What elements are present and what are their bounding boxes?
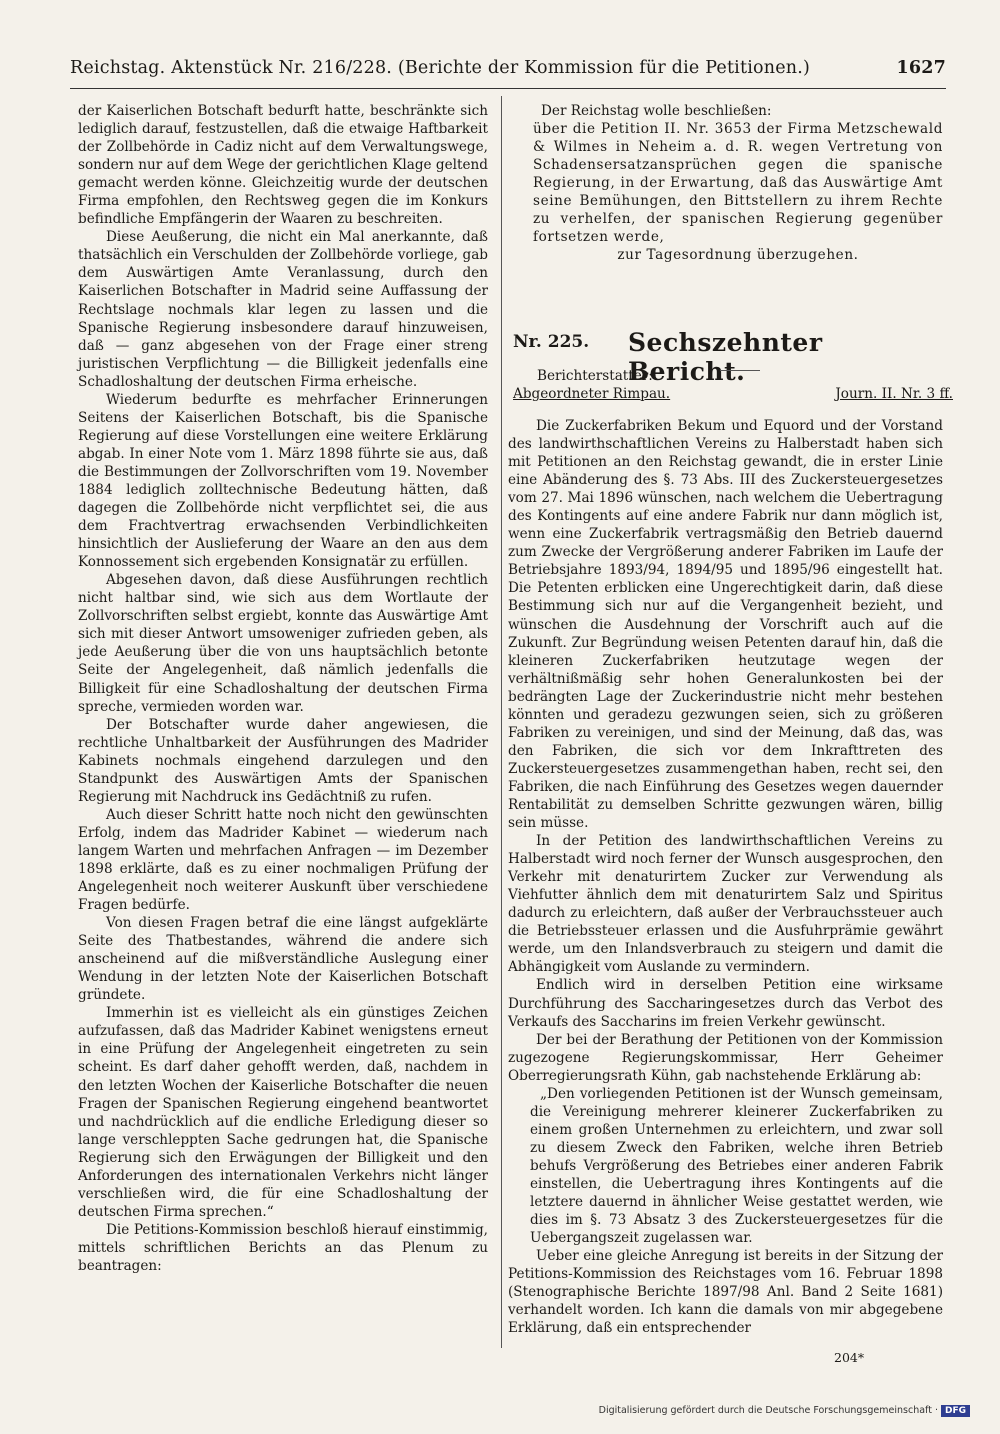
header-page-number: 1627 [896, 58, 946, 78]
paragraph: In der Petition des landwirthschaftlichen Vereins zu Halberstadt wird noch ferner der Wunsch ausgesprochen, den Verkehr mit denaturirtem Zucker zur Verwendung als Viehfutter ähnlich dem mit denaturirtem Salz und Spiritus dadurch zu erleichtern, daß außer der Verbrauchssteuer auch die Betriebssteuer erlassen und die Ausfuhrprämie gewährt werde, um den Inlandsverbrauch zu steigern und damit die Abhängigkeit vom Auslande zu vermindern. [508, 833, 943, 976]
paragraph: Die Zuckerfabriken Bekum und Equord und der Vorstand des landwirthschaftlichen Vereins zu Halberstadt haben sich mit Petitionen an den Reichstag gewandt, die in erster Linie eine Abänderung des §. 73 Abs. III des Zuckersteuergesetzes vom 27. Mai 1896 wünschen, nach welchem die Uebertragung des Kontingents auf eine andere Fabrik nur dann möglich ist, wenn eine Zuckerfabrik vertragsmäßig den Betrieb dauernd zum Zwecke der Vergrößerung anderer Fabriken im Laufe der Betriebsjahre 1893/94, 1894/95 und 1895/96 eingestellt hat. Die Petenten erblicken eine Ungerechtigkeit darin, daß diese Bestimmung sich nur auf die Vergangenheit bezieht, und wünschen die Ausdehnung der Vorschrift auch auf die Zukunft. Zur Begründung weisen Petenten darauf hin, daß die kleineren Zuckerfabriken heutzutage wegen der verhältnißmäßig sehr hohen Generalunkosten bei der bedrängten Lage der Zuckerindustrie nicht mehr bestehen könnten und geradezu gezwungen seien, sich zu größeren Fabriken zu vereinigen, und sind der Meinung, daß das, was den Fabriken, die sich vor dem Inkrafttreten des Zuckersteuergesetzes zusammengethan haben, recht sei, den Fabriken, die nach Einführung des Gesetzes wegen dauernder Rentabilität zu demselben Schritte gezwungen wären, billig sein müsse. [508, 418, 943, 832]
resolution-text: über die Petition II. Nr. 3653 der Firma Metzschewald & Wilmes in Neheim a. d. R. wegen Vertretung von Schadensersatzansprüchen gegen die spanische Regierung, in der Erwartung, daß das Auswärtige Amt seine Bemühungen, den Bittstellern zu ihrem Rechte zu verhelfen, der spanischen Regierung gegenüber fortsetzen werde, [533, 121, 943, 246]
quoted-statement [508, 1085, 943, 1247]
header-title: Reichstag. Aktenstück Nr. 216/228. (Berichte der Kommission für die Petitionen.) [70, 58, 811, 78]
paragraph: Diese Aeußerung, die nicht ein Mal anerkannte, daß thatsächlich ein Verschulden der Zollbehörde vorliege, gab dem Auswärtigen Amte Veranlassung, durch den Kaiserlichen Botschafter in Madrid seine Auffassung der Rechtslage nochmals klar legen zu lassen und die Spanische Regierung insbesondere darauf hinzuweisen, daß — ganz abgesehen von der Frage einer streng juristischen Verpflichtung — die Billigkeit jedenfalls eine Schadloshaltung der deutschen Firma erheische. [78, 229, 488, 390]
resolution-block [513, 102, 943, 264]
paragraph: Immerhin ist es vielleicht als ein günstiges Zeichen aufzufassen, daß das Madrider Kabinet wenigstens erneut in eine Prüfung der Angelegenheit eingetreten zu sein scheint. Es darf daher gehofft werden, daß, nachdem in den letzten Wochen der Kaiserliche Botschafter die neuen Fragen der Spanischen Regierung eingehend beantwortet und nachdrücklich auf die endliche Erledigung dieser so lange verschleppten Sache gedrungen hat, die Spanische Regierung sich den Erwägungen der Billigkeit und den Anforderungen des internationalen Verkehrs nicht länger verschließen wird, die für eine Schadloshaltung der deutschen Firma sprechen.“ [78, 1005, 488, 1220]
paragraph: der Kaiserlichen Botschaft bedurft hatte, beschränkte sich lediglich darauf, festzustellen, daß die etwaige Haftbarkeit der Zollbehörde in Cadiz nicht auf dem Verwaltungswege, sondern nur auf dem Wege der gerichtlichen Klage geltend gemacht werden könne. Gleichzeitig wurde der deutschen Firma empfohlen, den Rechtsweg gegen die im Konkurs befindliche Empfängerin der Waaren zu beschreiten. [78, 103, 488, 228]
report-title: Sechszehnter Bericht. [628, 328, 823, 386]
paragraph: Wiederum bedurfte es mehrfacher Erinnerungen Seitens der Kaiserlichen Botschaft, bis die Spanische Regierung auf diese Vorstellungen eine weitere Erklärung abgab. In einer Note vom 1. März 1898 führte sie aus, daß die Bestimmungen der Zollvorschriften vom 19. November 1884 lediglich zolltechnische Bedeutung hätten, daß dagegen die Zollbehörde nicht verpflichtet sei, die aus dem Frachtvertrag erwachsenden Verbindlichkeiten hinsichtlich der Auslieferung der Waare an den aus dem Konnossement sich ergebenden Konsignatär zu erfüllen. [78, 391, 488, 571]
journal-reference: Journ. II. Nr. 3 ff. [835, 386, 953, 402]
dfg-logo: DFG [941, 1405, 970, 1417]
report-number: Nr. 225. [513, 332, 590, 352]
quote-paragraph: „Den vorliegenden Petitionen ist der Wunsch gemeinsam, die Vereinigung mehrerer kleinerer Zuckerfabriken zu einem großen Unternehmen zu erleichtern, und zwar soll zu diesem Zweck den Fabriken, welche ihren Betrieb behufs Vergrößerung des Betriebes einer anderen Fabrik einstellen, die Uebertragung ihres Kontingents auf die letztere dauernd in ähnlicher Weise gestattet werden, wie dies im §. 73 Absatz 3 des Zuckersteuergesetzes für die Uebergangszeit zugelassen war. [530, 1085, 943, 1247]
resolution-intro: Der Reichstag wolle beschließen: [541, 103, 772, 119]
reporter-name: Abgeordneter Rimpau. [513, 386, 671, 402]
resolution-end: zur Tagesordnung überzugehen. [617, 247, 859, 264]
report-body [508, 417, 943, 1337]
signature-mark: 204* [834, 1350, 865, 1365]
reporter-label: Berichterstatter: [537, 368, 653, 384]
paragraph: Der bei der Berathung der Petitionen von der Kommission zugezogene Regierungskommissar, Herr Geheimer Oberregierungsrath Kühn, gab nachstehende Erklärung ab: [508, 1031, 943, 1084]
paragraph: Die Petitions-Kommission beschloß hierauf einstimmig, mittels schriftlichen Berichts an das Plenum zu beantragen: [78, 1221, 488, 1274]
reporter-info [513, 367, 953, 403]
paragraph: Endlich wird in derselben Petition eine wirksame Durchführung des Saccharingesetzes durch das Verbot des Verkaufs des Saccharins im freien Verkehr gewünscht. [508, 977, 943, 1030]
paragraph: Von diesen Fragen betraf die eine längst aufgeklärte Seite des Thatbestandes, während die andere sich anscheinend auf die mißverständliche Auslegung einer Wendung in der letzten Note der Kaiserlichen Botschaft gründete. [78, 915, 488, 1004]
footer-credit [599, 1405, 970, 1417]
header-rule [70, 88, 946, 89]
paragraph: Ueber eine gleiche Anregung ist bereits in der Sitzung der Petitions-Kommission des Reichstages vom 16. Februar 1898 (Stenographische Berichte 1897/98 Anl. Band 2 Seite 1681) verhandelt worden. Ich kann die damals von mir abgegebene Erklärung, daß ein entsprechender [508, 1248, 943, 1337]
footer-text: Digitalisierung gefördert durch die Deutsche Forschungsgemeinschaft · [598, 1405, 938, 1416]
paragraph: Der Botschafter wurde daher angewiesen, die rechtliche Unhaltbarkeit der Ausführungen des Madrider Kabinets nochmals eingehend darzulegen und den Standpunkt des Auswärtigen Amts der Spanischen Regierung mit Nachdruck ins Gedächtniß zu rufen. [78, 716, 488, 805]
paragraph: Abgesehen davon, daß diese Ausführungen rechtlich nicht haltbar sind, wie sich aus dem Wortlaute der Zollvorschriften selbst ergiebt, konnte das Auswärtige Amt sich mit dieser Antwort umsoweniger zufrieden geben, als jede Aeußerung über die von uns hauptsächlich betonte Seite der Angelegenheit, daß nämlich jedenfalls die Billigkeit für eine Schadloshaltung der deutschen Firma spreche, vermieden worden war. [78, 572, 488, 715]
left-column [78, 102, 488, 1275]
paragraph: Auch dieser Schritt hatte noch nicht den gewünschten Erfolg, indem das Madrider Kabinet — wiederum nach langem Warten und mehrfachen Anfragen — im Dezember 1898 erklärte, daß es zu einer nochmaligen Prüfung der Angelegenheit noch weiterer Auskunft über verschiedene Fragen bedürfe. [78, 806, 488, 914]
column-divider [501, 96, 502, 1348]
running-header [70, 58, 946, 84]
